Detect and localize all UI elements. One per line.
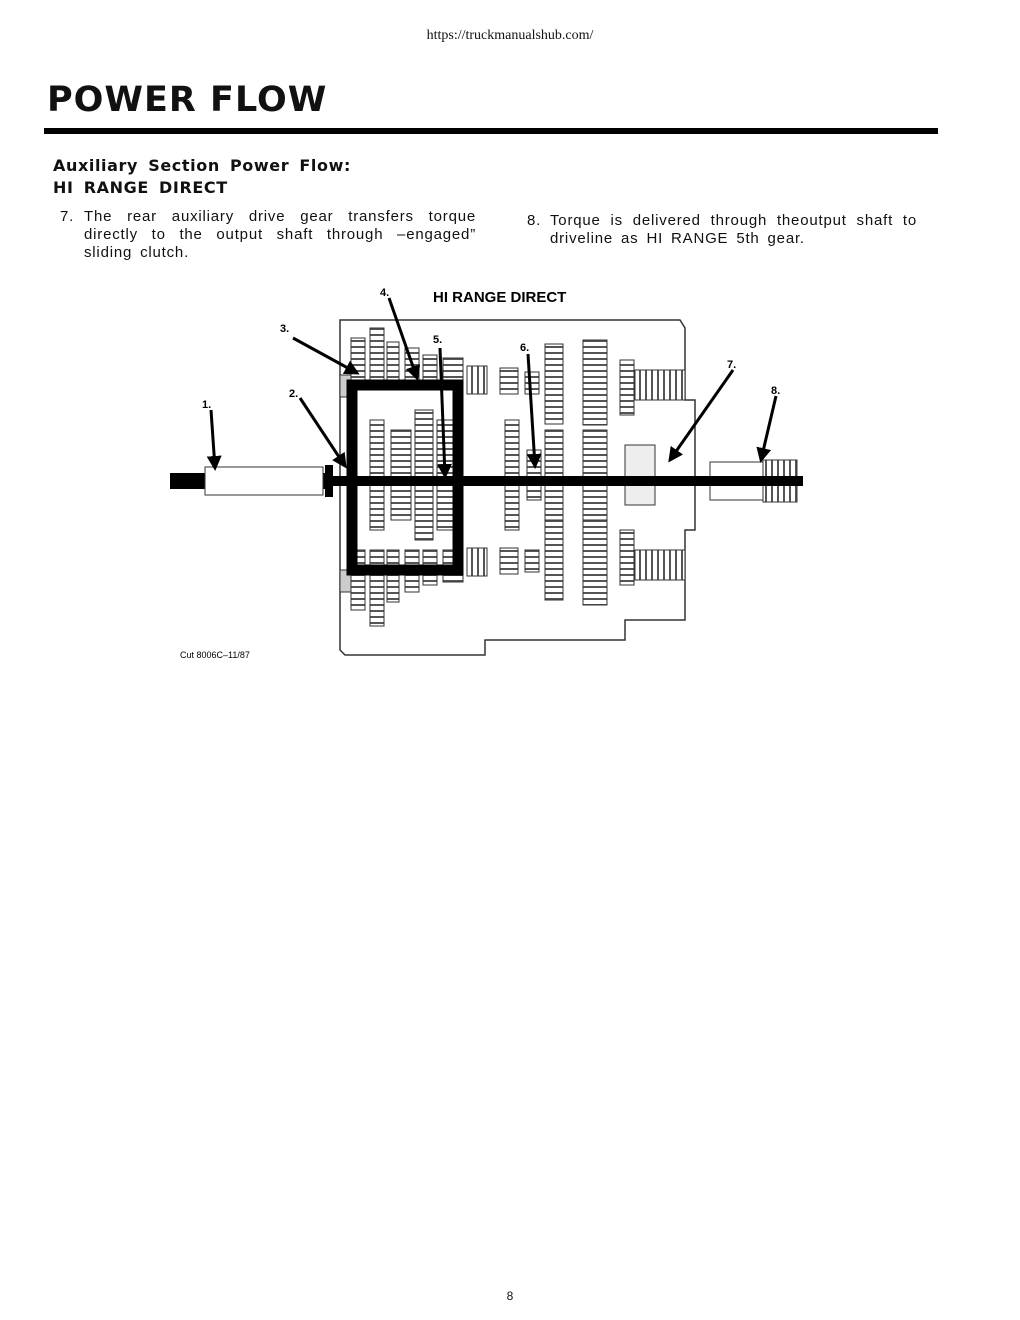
callout-label-1: 1. [202, 399, 212, 411]
section-subtitle: Auxiliary Section Power Flow: [53, 156, 351, 175]
figure-title: HI RANGE DIRECT [433, 289, 567, 306]
callout-label-5: 5. [433, 334, 443, 346]
callout-label-3: 3. [280, 323, 290, 335]
step-8 [527, 212, 917, 248]
title-rule [44, 128, 938, 134]
page-title: POWER FLOW [47, 80, 328, 120]
main-shaft [170, 460, 803, 502]
transmission-diagram [165, 280, 815, 670]
section-subtitle-range: HI RANGE DIRECT [53, 178, 228, 197]
callout-label-8: 8. [771, 385, 781, 397]
step-8-number: 8. [527, 212, 542, 229]
upper-countershaft-gears [340, 328, 685, 425]
source-url: https://truckmanualshub.com/ [426, 28, 594, 43]
callout-label-2: 2. [289, 388, 299, 400]
page-number: 8 [506, 1289, 514, 1303]
callout-arrows [211, 298, 776, 476]
step-8-text: Torque is delivered through theoutput shaft to driveline as HI RANGE 5th gear. [550, 212, 917, 247]
callout-label-6: 6. [520, 342, 530, 354]
step-7-text: The rear auxiliary drive gear transfers torque directly to the output shaft through –engaged” sliding clutch. [84, 208, 476, 261]
mainshaft-gears [370, 410, 655, 540]
callout-label-4: 4. [380, 287, 390, 299]
callout-label-7: 7. [727, 359, 737, 371]
figure-caption: Cut 8006C–11/87 [180, 650, 250, 660]
step-7 [60, 208, 476, 262]
step-7-number: 7. [60, 208, 75, 225]
